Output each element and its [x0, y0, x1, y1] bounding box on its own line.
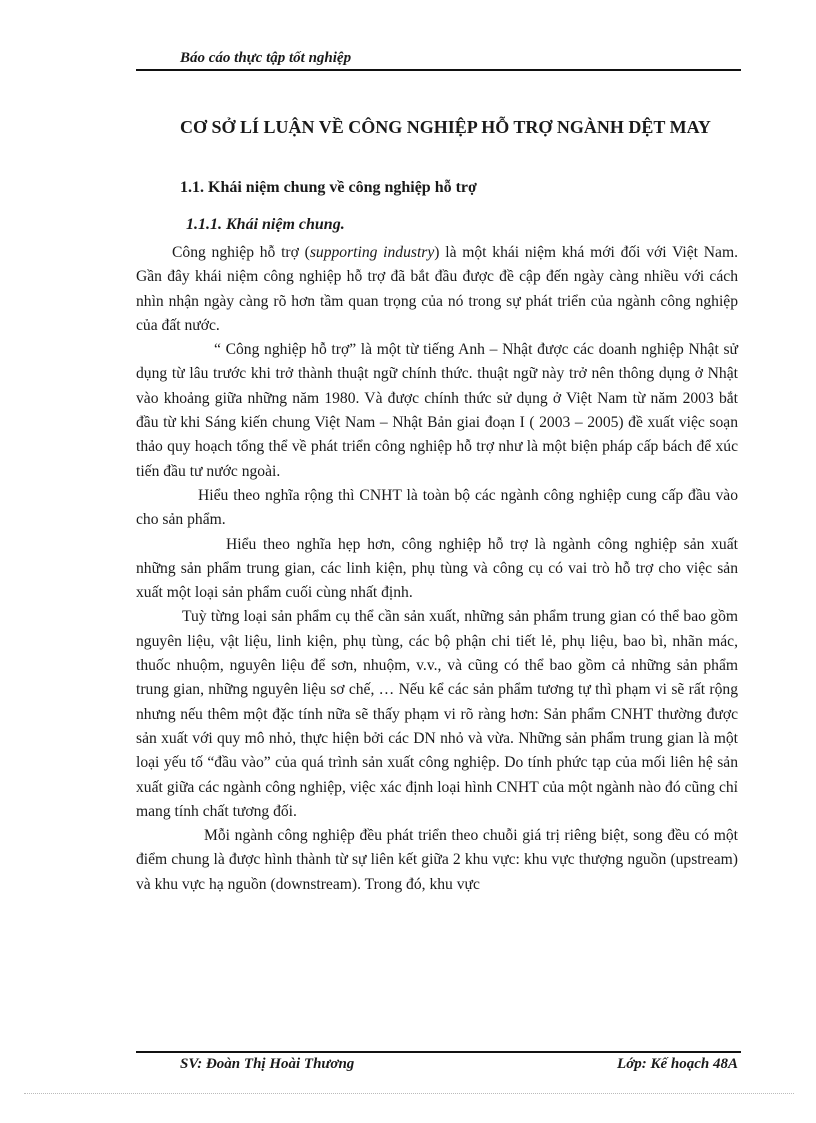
chapter-title: CƠ SỞ LÍ LUẬN VỀ CÔNG NGHIỆP HỖ TRỢ NGÀNH DỆT MAY [180, 117, 711, 137]
emphasis-term: supporting industry [309, 244, 435, 261]
paragraph-2: “ Công nghiệp hỗ trợ” là một từ tiếng Anh – Nhật được các doanh nghiệp Nhật sử dụng từ lâu trước khi trở thành thuật ngữ chính thức. thuật ngữ này trở nên thông dụng ở Nhật vào khoảng giữa những năm 1980. Và được chính thức sử dụng ở Việt Nam từ năm 2003 bắt đầu từ khi Sáng kiến chung Việt Nam – Nhật Bản giai đoạn I ( 2003 – 2005) đề xuất việc soạn thảo quy hoạch tổng thể về phát triển công nghiệp hỗ trợ như là một biện pháp cấp bách để xúc tiến đầu tư nước ngoài. [136, 341, 738, 480]
subsection-heading: 1.1.1. Khái niệm chung. [186, 216, 345, 233]
paragraph-4: Hiểu theo nghĩa hẹp hơn, công nghiệp hỗ trợ là ngành công nghiệp sản xuất những sản phẩm trung gian, các linh kiện, phụ tùng và công cụ có vai trò hỗ trợ cho việc sản xuất một loại sản phẩm cuối cùng nhất định. [136, 535, 738, 602]
footer-student: SV: Đoàn Thị Hoài Thương [180, 1056, 355, 1072]
footer-divider [136, 1051, 741, 1053]
paragraph-6: Mỗi ngành công nghiệp đều phát triển theo chuỗi giá trị riêng biệt, song đều có một điểm chung là được hình thành từ sự liên kết giữa 2 khu vực: khu vực thượng nguồn (upstream) và khu vực hạ nguồn (downstream). Trong đó, khu vực [136, 827, 738, 893]
paragraph-5: Tuỳ từng loại sản phẩm cụ thể cần sản xuất, những sản phẩm trung gian có thể bao gồm nguyên liệu, vật liệu, linh kiện, phụ tùng, các bộ phận chi tiết lẻ, phụ liệu, bao bì, nhãn mác, thuốc nhuộm, nguyên liệu để sơn, nhuộm, v.v., và cũng có thể bao gồm cả những sản phẩm trung gian, những nguyên liệu sơ chế, … Nếu kể các sản phẩm tương tự thì phạm vi sẽ rất rộng nhưng nếu thêm một đặc tính nữa sẽ thấy phạm vi rõ ràng hơn: Sản phẩm CNHT thường được sản xuất với quy mô nhỏ, thực hiện bởi các DN nhỏ và vừa. Những sản phẩm trung gian là một loại yếu tố “đầu vào” của quá trình sản xuất công nghiệp. Do tính phức tạp của mối liên hệ sản xuất giữa các ngành công nghiệp, việc xác định loại hình CNHT của một ngành nào đó cũng chỉ mang tính chất tương đối. [136, 608, 738, 820]
footer-class: Lớp: Kế hoạch 48A [617, 1056, 738, 1072]
page-header: Báo cáo thực tập tốt nghiệp [180, 50, 352, 66]
body-text [136, 241, 738, 897]
paragraph-3: Hiểu theo nghĩa rộng thì CNHT là toàn bộ các ngành công nghiệp cung cấp đầu vào cho sản phẩm. [136, 486, 738, 529]
paragraph-1: Công nghiệp hỗ trợ (supporting industry) là một khái niệm khá mới đối với Việt Nam. Gần đây khái niệm công nghiệp hỗ trợ đã bắt đầu được đề cập đến ngày càng nhiều với cách nhìn nhận ngày càng rõ hơn tầm quan trọng của nó trong sự phát triển của ngành công nghiệp của đất nước. [136, 244, 738, 334]
page-edge-dots [24, 1093, 794, 1094]
header-divider [136, 69, 741, 71]
section-heading: 1.1. Khái niệm chung về công nghiệp hỗ trợ [180, 179, 477, 196]
